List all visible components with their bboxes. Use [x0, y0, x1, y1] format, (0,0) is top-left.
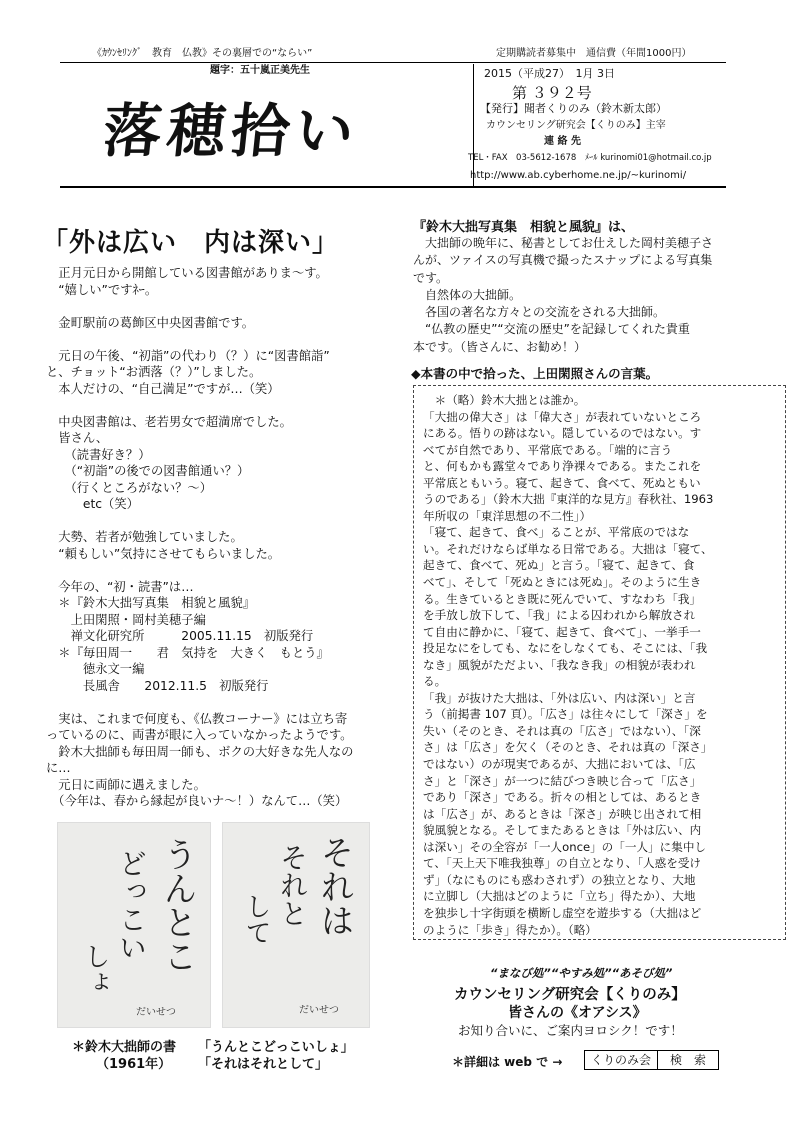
text-line: 皆さん、: [46, 431, 109, 445]
caption-line2-right: 「それはそれとして」: [198, 1057, 329, 1072]
left-article: [46, 265, 391, 810]
quote-line: に立脚し（大拙はどのように「立ち」得たか）、大地: [423, 889, 696, 904]
quote-body: [423, 392, 783, 938]
text-line: 金町駅前の葛飾区中央図書館です。: [46, 315, 255, 330]
text-line: 元日に両師に遇えました。: [46, 777, 206, 792]
quote-line: うのである」（鈴木大拙『東洋的な見方』春秋社、1963: [423, 492, 714, 507]
quote-line: ず」（なにものにも惑わされず）の独立となり、大地: [423, 872, 696, 887]
text-line: [46, 513, 391, 530]
main-title: 「外は広い 内は深い」: [42, 228, 340, 258]
text-line: etc（笑）: [46, 497, 139, 511]
calligraphy-image-right: [222, 822, 370, 1028]
text-line: です。: [413, 270, 449, 285]
tel-fax-email: TEL・FAX 03-5612-1678 ﾒｰﾙ kurinomi01@hotmail.co.jp: [468, 153, 712, 163]
header-bottom-rule: [60, 186, 726, 188]
footer-slogan: “まなび処”“やすみ処”“あそび処”: [490, 966, 673, 980]
text-line: 徳永文一編: [46, 662, 145, 676]
text-line: 長風舎 2012.11.5 初版発行: [46, 678, 269, 693]
text-line: [46, 298, 391, 315]
text-line: 実は、これまで何度も、《仏教コーナー》には立ち寄: [46, 711, 348, 726]
text-line: 本です。（皆さんに、お勧め！）: [413, 339, 587, 354]
calligraphy-image-left: [57, 822, 211, 1028]
text-line: 今年の、“初・読書”は…: [46, 579, 194, 594]
organization: カウンセリング研究会【くりのみ】主宰: [486, 120, 666, 131]
text-line: （今年は、春から縁起が良いナ～！）なんて…（笑）: [46, 794, 348, 808]
issue-date: 2015（平成27） 1月 3日: [484, 67, 615, 80]
text-line: 正月元日から開館している図書館がありま～す。: [46, 266, 328, 280]
text-line: [46, 331, 391, 348]
quote-line: い。それだけならば単なる日常である。大拙は「寝て、: [423, 541, 713, 556]
caption-line1-left: ＊鈴木大拙師の書: [72, 1040, 177, 1055]
quote-line: さ」は「広さ」を欠く（そのとき、それは真の「深さ」: [423, 740, 713, 755]
text-line: 上田閑照・岡村美穂子編: [46, 612, 206, 627]
quote-line: なき」風貌がただよい、「我なき我」の相貌が表われ: [423, 657, 696, 672]
calligraphy-signature: だいせつ: [299, 1005, 339, 1016]
calligraphy-right-col2: それと: [276, 843, 309, 927]
quote-line: を独歩し十字街頭を横断し虚空を遊歩する（大拙はど: [423, 905, 702, 920]
quote-box: [413, 385, 786, 940]
calligraphy-left-col1: うんとこ: [157, 837, 197, 973]
text-line: （読書好き？）: [46, 447, 151, 462]
quote-line: 平常底ともいう。寝て、起きて、食べて、死ぬともい: [423, 475, 701, 490]
tagline: 《ｶｳﾝｾﾘﾝｸﾞ 教育 仏教》その裏層での“ならい”: [92, 48, 313, 59]
web-label: ＊詳細は web で →: [452, 1055, 563, 1069]
quote-line: 起きて、食べて、死ぬ」と言う。「寝て、起きて、食: [423, 558, 695, 573]
quote-heading: ◆本書の中で拾った、上田閑照さんの言葉。: [411, 366, 659, 381]
quote-line: う（前掲書 107 頁）。「広さ」は往々にして「深さ」を: [423, 707, 708, 722]
quote-line: 年所収の「東洋思想の不二性」）: [423, 508, 592, 523]
text-line: “嬉しい”ですﾈｰ。: [46, 282, 158, 297]
quote-line: さ」と「深さ」が一つに結びつき映じ合って「広さ」: [423, 773, 702, 788]
footer-greeting: お知り合いに、ご案内ヨロシク！です！: [458, 1023, 683, 1038]
text-line: 自然体の大拙師。: [413, 287, 522, 302]
text-line: （行くところがない？～）: [46, 480, 213, 495]
quote-line: て自由に静かに、「寝て、起きて、食べて」、一挙手一: [423, 624, 701, 639]
text-line: に…: [46, 761, 71, 775]
quote-line: にある。悟りの跡はない。隠しているのではない。す: [423, 426, 702, 441]
subscription-notice: 定期購読者募集中 通信費（年間1000円）: [496, 48, 692, 59]
calligrapher-credit: 題字：五十嵐正美先生: [210, 65, 310, 76]
text-line: （“初詣”の後での図書館通い？）: [46, 464, 250, 478]
calligraphy-signature: だいせつ: [136, 1007, 176, 1018]
quote-line: のように「歩き」得たか）。（略）: [423, 922, 597, 937]
text-line: [46, 694, 391, 711]
website-url: http://www.ab.cyberhome.ne.jp/~kurinomi/: [470, 170, 687, 181]
text-line: 禅文化研究所 2005.11.15 初版発行: [46, 629, 314, 643]
book-heading: 『鈴木大拙写真集 相貌と風貌』は、: [413, 220, 635, 235]
text-line: 大拙師の晩年に、秘書としてお仕えした岡村美穂子さ: [413, 236, 714, 250]
quote-line: 失い（そのとき、それは真の「広さ」ではない）、「深: [423, 723, 701, 738]
quote-line: と、何もかも露堂々であり浄裸々である。またこれを: [423, 459, 702, 474]
header-info-panel: [468, 64, 724, 186]
caption-line1-right: 「うんとこどっこいしょ」: [198, 1040, 354, 1055]
text-line: 元日の午後、“初詣”の代わり（？）に“図書館詣”: [46, 348, 330, 363]
quote-line: は「広さ」が、あるときは「深さ」が映じ出されて相: [423, 806, 702, 821]
quote-line: であり「深さ」である。折々の相としては、あるとき: [423, 790, 702, 805]
calligraphy-right-col3: して: [241, 893, 271, 945]
footer-org: カウンセリング研究会【くりのみ】: [454, 987, 686, 1003]
text-line: と、チョット“お洒落（？）”しました。: [46, 365, 262, 379]
caption-line2-left: （1961年）: [96, 1057, 172, 1072]
text-line: 各国の著名な方々との交流をされる大拙師。: [413, 305, 666, 320]
quote-line: は深い」その全容が「一人once」の「一人」に集中し: [423, 839, 707, 854]
quote-line: 「大拙の偉大さ」は「偉大さ」が表れていないところ: [423, 409, 702, 424]
quote-line: 「寝て、起きて、食べ」ることが、平常底のではな: [423, 525, 690, 540]
text-line: 鈴木大拙師も毎田周一師も、ボクの大好きな先人なの: [46, 744, 354, 759]
text-line: ＊『鈴木大拙写真集 相貌と風貌』: [46, 596, 256, 610]
calligraphy-left-col3: しょ: [80, 943, 110, 995]
text-line: 中央図書館は、老若男女で超満席でした。: [46, 414, 292, 429]
text-line: [46, 562, 391, 579]
quote-line: を手放し放下して、「我」による囚われから解放され: [423, 608, 696, 623]
quote-line: る。: [423, 674, 447, 689]
search-term-box[interactable]: くりのみ会: [584, 1050, 658, 1070]
book-description: [413, 235, 788, 356]
quote-line: 貌風貌となる。そしてまたあるときは「外は広い、内: [423, 823, 702, 838]
quote-line: ではない）のが現実であるが、大拙においては、「広: [423, 757, 696, 772]
publisher: 【発行】聞者くりのみ（鈴木新太郎）: [480, 102, 667, 115]
search-button[interactable]: 検 索: [658, 1050, 719, 1070]
masthead-title: 落穂拾い: [99, 97, 364, 165]
quote-line: ＊（略）鈴木大拙とは誰か。: [423, 393, 586, 407]
footer-oasis: 皆さんの《オアシス》: [508, 1005, 647, 1021]
contact-label: 連 絡 先: [544, 136, 581, 147]
calligraphy-right-col1: それは: [314, 835, 354, 937]
text-line: 本人だけの、“自己満足”ですが…（笑）: [46, 381, 280, 396]
quote-line: て、「天上天下唯我独尊」の自立となり、「人惑を受け: [423, 856, 702, 871]
quote-line: 投足なにをしても、なにをしなくても、そこには、「我: [423, 641, 708, 656]
text-line: っているのに、両書が眼に入っていなかったようです。: [46, 728, 353, 742]
web-search[interactable]: [584, 1050, 719, 1070]
calligraphy-left-col2: どっこい: [115, 849, 148, 961]
text-line: “仏教の歴史”“交流の歴史”を記録してくれた貴重: [413, 322, 690, 337]
text-line: “頼もしい”気持にさせてもらいました。: [46, 546, 281, 561]
issue-number: 第 ３９２号: [512, 84, 592, 102]
quote-line: べてが自然であり、平常底である。「端的に言う: [423, 442, 673, 457]
quote-line: る。生きているとき既に死んでいて、すなわち「我」: [423, 591, 702, 606]
text-line: ＊『毎田周一 君 気持を 大きく もとう』: [46, 645, 329, 660]
quote-line: べて」、そして「死ぬときには死ぬ」。そのように生き: [423, 575, 702, 590]
text-line: 大勢、若者が勉強していました。: [46, 530, 243, 544]
header-top-rule: [60, 62, 726, 63]
quote-line: 「我」が抜けた大拙は、「外は広い、内は深い」と言: [423, 690, 696, 705]
text-line: [46, 397, 391, 414]
text-line: んが、ツァイスの写真機で撮ったスナップによる写真集: [413, 253, 713, 268]
